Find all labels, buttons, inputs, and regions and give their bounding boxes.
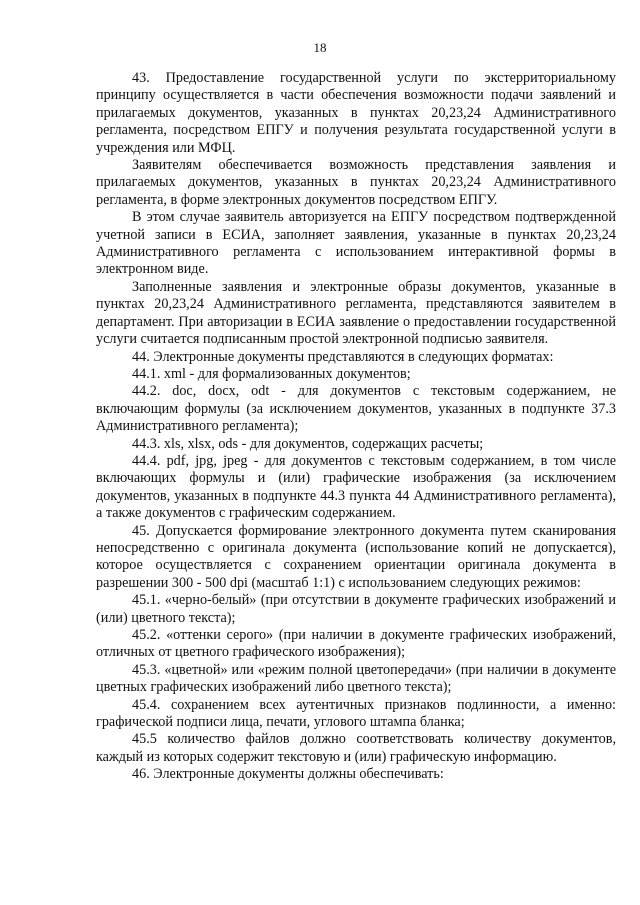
paragraph-44-2: 44.2. doc, docx, odt - для документов с текстовым содержанием, не включающим формулы (за исключением документов, указанных в подпункте 37.3 Административного регламента); xyxy=(96,383,616,435)
paragraph-45-5: 45.5 количество файлов должно соответствовать количеству документов, каждый из которых содержит текстовую и (или) графическую информацию. xyxy=(96,731,616,765)
paragraph-43: 43. Предоставление государственной услуги по экстерриториальному принципу осуществляется в части обеспечения возможности подачи заявлений и прилагаемых документов, указанных в пунктах 20,23,24 Административного регламента, посредством ЕПГУ и получения результата государственной услуги в учреждения или МФЦ. xyxy=(96,70,616,156)
paragraph-44-4: 44.4. pdf, jpg, jpeg - для документов с текстовым содержанием, в том числе включающих формулы и (или) графические изображения (за исключением документов, указанных в подпункте 44.3 пункта 44 Административного регламента), а также документов с графическим содержанием. xyxy=(96,452,616,522)
paragraph-43-electronic-submission: Заявителям обеспечивается возможность представления заявления и прилагаемых документов, указанных в пунктах 20,23,24 Административного регламента, в форме электронных документов посредством ЕПГУ. xyxy=(96,157,616,208)
paragraph-46: 46. Электронные документы должны обеспечивать: xyxy=(132,766,444,783)
paragraph-44: 44. Электронные документы представляются в следующих форматах: xyxy=(132,348,554,365)
paragraph-45-2: 45.2. «оттенки серого» (при наличии в документе графических изображений, отличных от цветного графического изображения); xyxy=(96,627,616,661)
paragraph-44-1: 44.1. xml - для формализованных документов; xyxy=(132,365,411,382)
paragraph-44-3: 44.3. xls, xlsx, ods - для документов, содержащих расчеты; xyxy=(132,435,484,452)
paragraph-45: 45. Допускается формирование электронного документа путем сканирования непосредственно с оригинала документа (использование копий не допускается), которое осуществляется с сохранением ориентации оригинала документа в разрешении 300 - 500 dpi (масштаб 1:1) с использованием следующих режимов: xyxy=(96,522,616,591)
paragraph-45-4: 45.4. сохранением всех аутентичных признаков подлинности, а именно: графической подписи лица, печати, углового штампа бланка; xyxy=(96,696,616,731)
page-number: 18 xyxy=(313,40,327,55)
paragraph-45-1: 45.1. «черно-белый» (при отсутствии в документе графических изображений и (или) цветного текста); xyxy=(96,592,616,626)
paragraph-43-authorization: В этом случае заявитель авторизуется на ЕПГУ посредством подтвержденной учетной записи в ЕСИА, заполняет заявления, указанные в пунктах 20,23,24 Административного регламента с использованием интерактивной формы в электронном виде. xyxy=(96,209,616,278)
paragraph-43-signature: Заполненные заявления и электронные образы документов, указанные в пунктах 20,23,24 Административного регламента, представляются заявителем в департамент. При авторизации в ЕСИА заявление о предоставлении государственной услуги считается подписанным простой электронной подписью заявителя. xyxy=(96,278,616,348)
paragraph-45-3: 45.3. «цветной» или «режим полной цветопередачи» (при наличии в документе цветных графических изображений либо цветного текста); xyxy=(96,661,616,696)
document-body xyxy=(96,70,616,784)
